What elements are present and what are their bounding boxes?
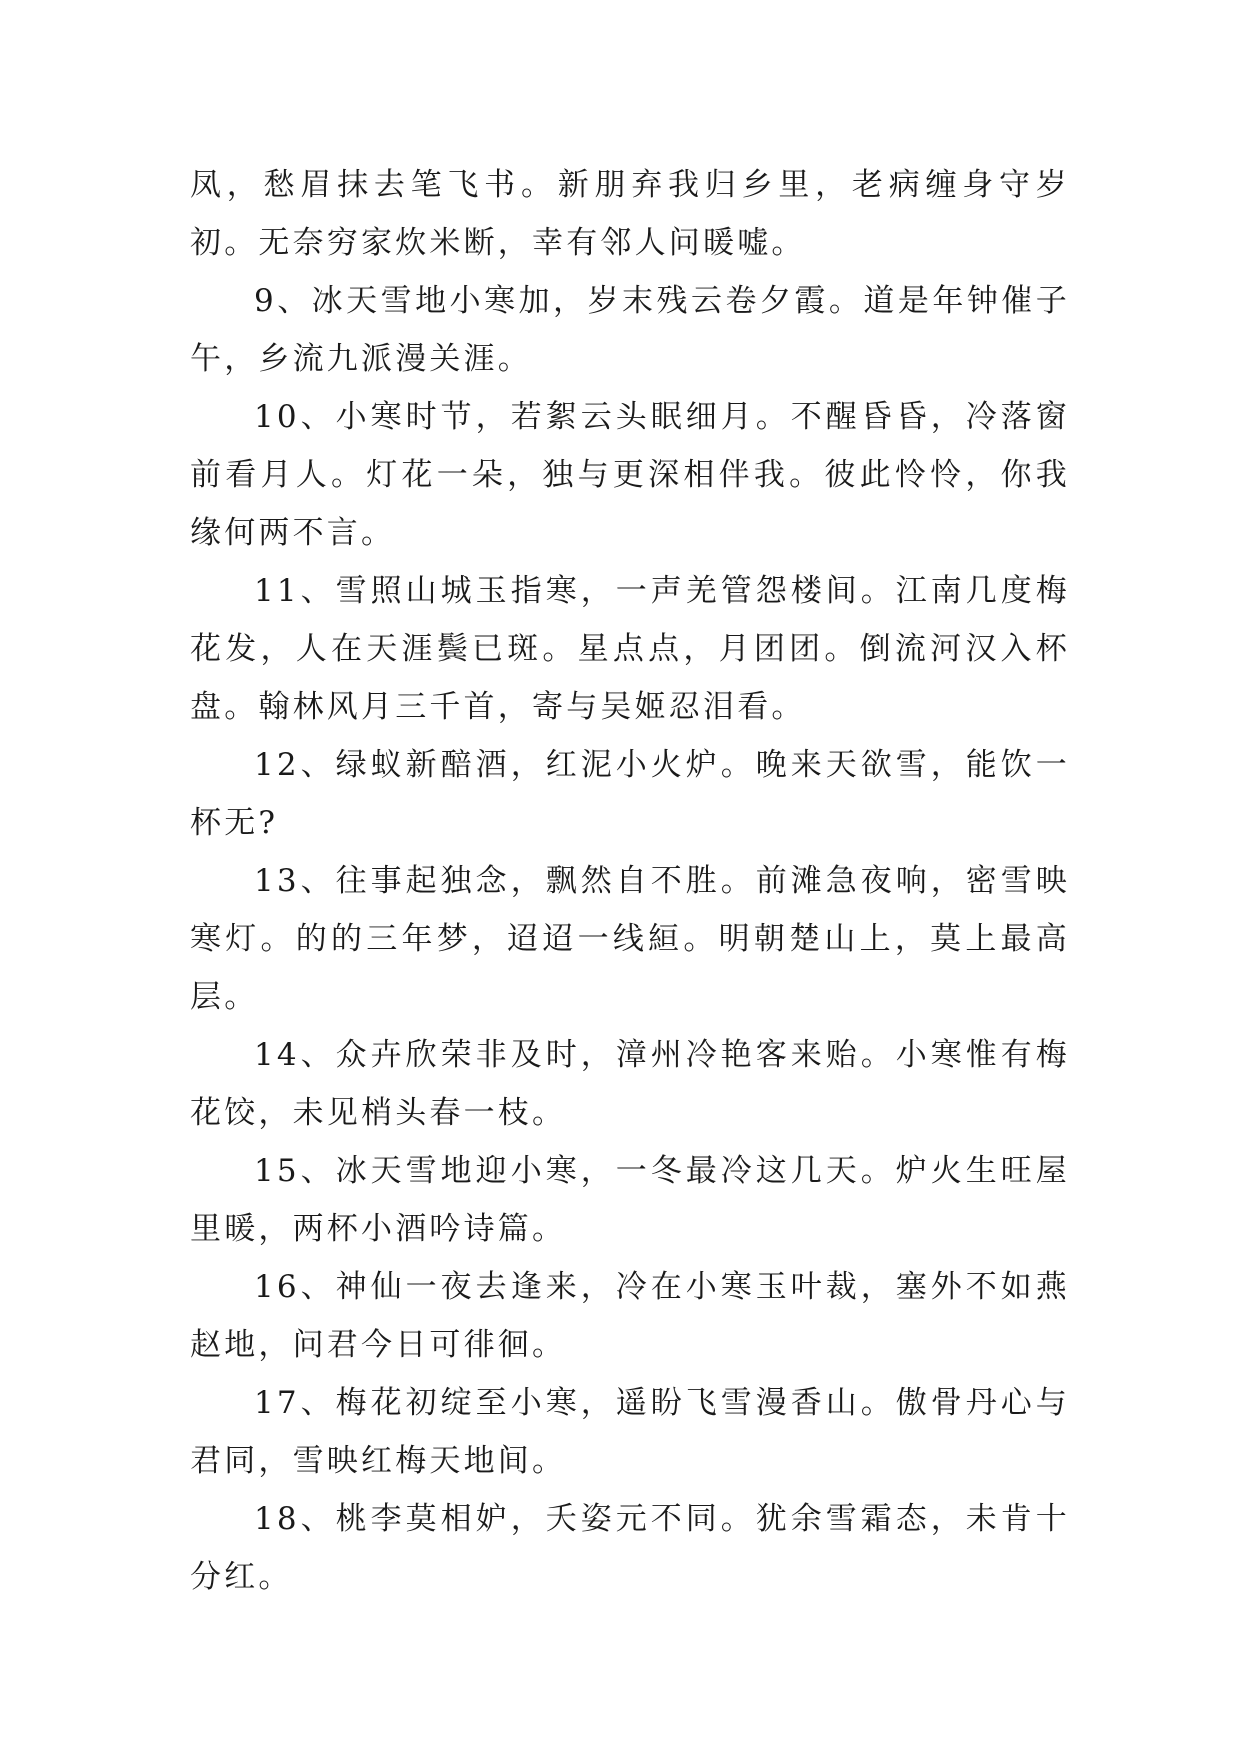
poem-16: 16、神仙一夜去逢来，冷在小寒玉叶裁，塞外不如燕赵地，问君今日可徘徊。 <box>190 1269 1070 1363</box>
paragraph-continuation: 凤，愁眉抹去笔飞书。新朋弃我归乡里，老病缠身守岁初。无奈穷家炊米断，幸有邻人问暖嘘。 <box>190 167 1070 261</box>
poem-10: 10、小寒时节，若絮云头眠细月。不醒昏昏，冷落窗前看月人。灯花一朵，独与更深相伴我。彼此怜怜，你我缘何两不言。 <box>190 399 1070 551</box>
poem-18: 18、桃李莫相妒，夭姿元不同。犹余雪霜态，未肯十分红。 <box>190 1501 1070 1595</box>
poem-12: 12、绿蚁新醅酒，红泥小火炉。晚来天欲雪，能饮一杯无? <box>190 747 1070 841</box>
poem-15: 15、冰天雪地迎小寒，一冬最冷这几天。炉火生旺屋里暖，两杯小酒吟诗篇。 <box>190 1153 1070 1247</box>
poem-13: 13、往事起独念，飘然自不胜。前滩急夜响，密雪映寒灯。的的三年梦，迢迢一线絙。明朝楚山上，莫上最高层。 <box>190 863 1070 1015</box>
poem-17: 17、梅花初绽至小寒，遥盼飞雪漫香山。傲骨丹心与君同，雪映红梅天地间。 <box>190 1385 1070 1479</box>
poem-14: 14、众卉欣荣非及时，漳州冷艳客来贻。小寒惟有梅花饺，未见梢头春一枝。 <box>190 1037 1070 1131</box>
poem-9: 9、冰天雪地小寒加，岁末残云卷夕霞。道是年钟催子午，乡流九派漫关涯。 <box>190 283 1070 377</box>
poem-11: 11、雪照山城玉指寒，一声羌管怨楼间。江南几度梅花发，人在天涯鬓已斑。星点点，月团团。倒流河汉入杯盘。翰林风月三千首，寄与吴姬忍泪看。 <box>190 573 1070 725</box>
document-body <box>190 156 1070 1606</box>
